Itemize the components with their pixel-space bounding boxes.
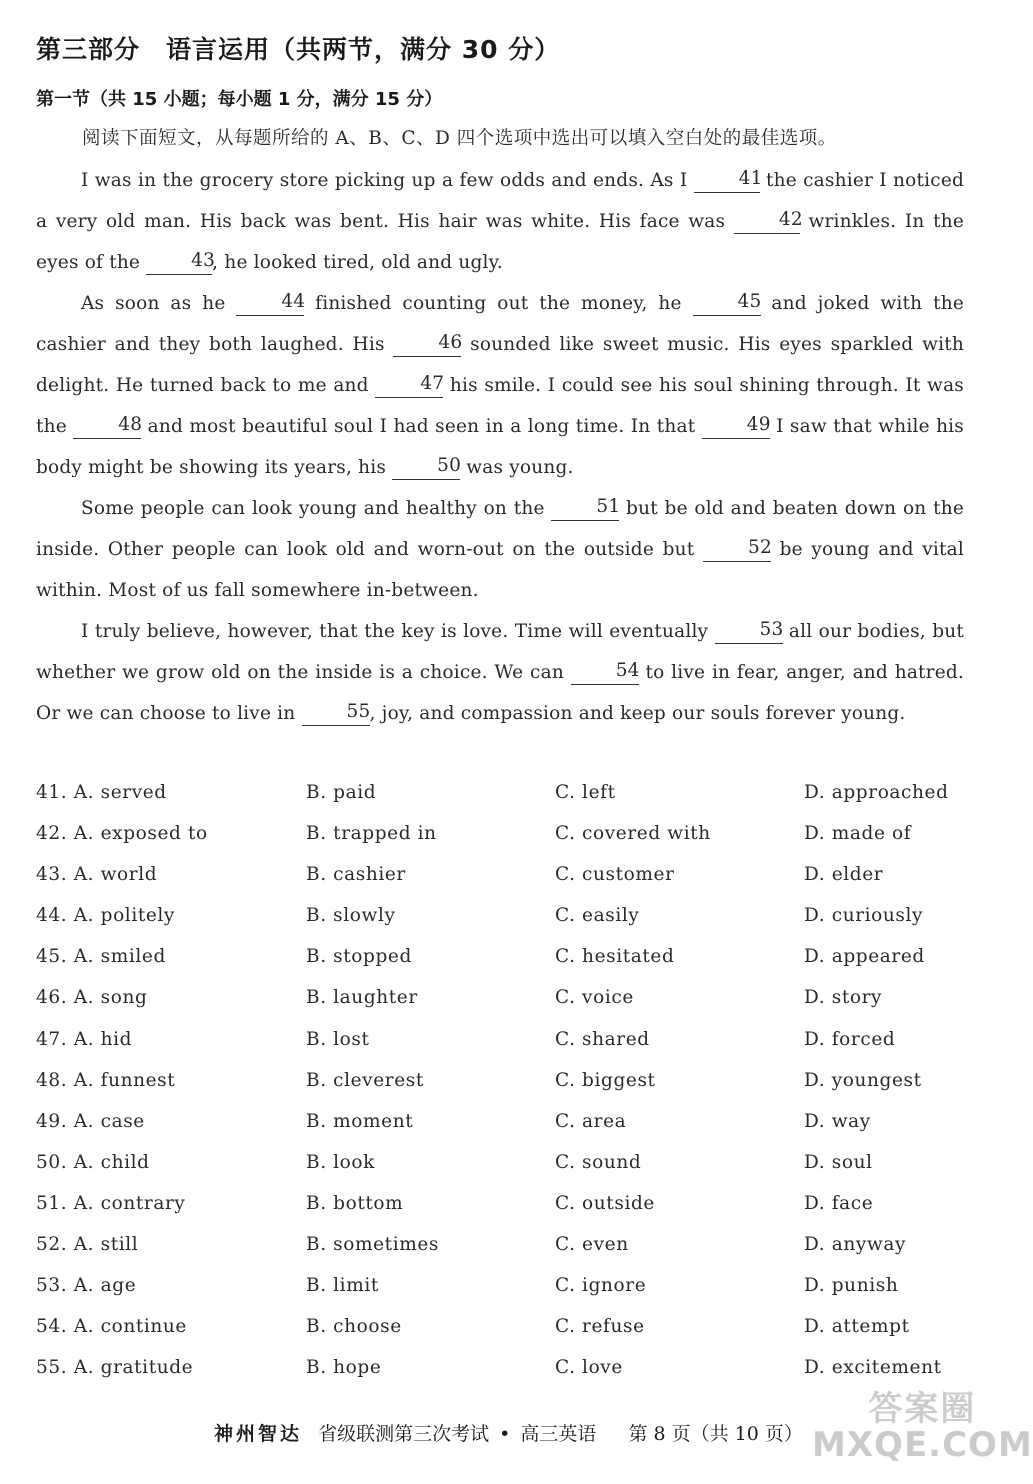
option-a: 49. A. case [36,1110,145,1132]
question-row [36,1308,964,1349]
blank-46: 46 [393,334,461,357]
option-a: 41. A. served [36,782,167,803]
option-d: D. appeared [804,946,925,968]
option-c: C. hesitated [555,946,675,968]
passage-text: to live in fear, anger, and hatred. Or we can choose to live in [36,662,964,724]
question-row [36,938,964,979]
question-row [36,815,964,856]
passage-text: was young. [460,457,574,478]
option-b: B. hope [306,1357,382,1379]
option-d: D. punish [804,1275,899,1297]
option-b: B. sometimes [306,1234,440,1256]
option-a: 46. A. song [36,987,148,1009]
option-d: D. youngest [804,1069,922,1091]
answer-options [36,774,964,1390]
blank-44: 44 [236,293,304,316]
question-row [36,774,964,815]
option-b: B. laughter [306,987,418,1009]
passage-text: but be old and beaten down on the inside. Other people can look old and worn-out on the outside but [36,498,964,560]
blank-41: 41 [694,170,760,193]
blank-53: 53 [715,621,783,644]
option-d: D. forced [804,1028,896,1050]
option-c: C. refuse [555,1316,645,1338]
option-b: B. trapped in [306,823,437,845]
blank-43: 43 [146,252,212,275]
footer-subject: 高三英语 [520,1423,597,1445]
option-d: D. face [804,1192,874,1214]
question-row [36,1062,964,1103]
section-subtitle: 第一节（共 15 小题；每小题 1 分，满分 15 分） [36,89,443,110]
option-a: 55. A. gratitude [36,1357,194,1379]
option-d: D. approached [804,782,949,803]
passage-text: and most beautiful soul I had seen in a long time. In that [141,416,702,437]
question-row [36,856,964,897]
passage-text: sounded like sweet music. His eyes sparkled with delight. He turned back to me and [36,334,964,396]
option-c: C. covered with [555,823,711,845]
option-b: B. cashier [306,864,406,886]
option-c: C. biggest [555,1069,656,1091]
blank-47: 47 [375,375,443,398]
option-d: D. anyway [804,1234,907,1256]
option-a: 43. A. world [36,864,158,886]
instructions: 阅读下面短文，从每题所给的 A、B、C、D 四个选项中选出可以填入空白处的最佳选项。 [82,128,837,149]
passage-text: and joked with the cashier and they both laughed. His [36,293,964,355]
footer-brand: 神州智达 [214,1423,303,1445]
paragraph-1 [36,160,964,283]
passage-text: , he looked tired, old and ugly. [212,252,503,273]
passage-text: all our bodies, but whether we grow old on the inside is a choice. We can [36,621,964,683]
option-c: C. ignore [555,1275,647,1297]
question-row [36,1021,964,1062]
question-row [36,1144,964,1185]
question-row [36,1226,964,1267]
option-a: 45. A. smiled [36,946,166,968]
cloze-passage [36,160,964,734]
option-b: B. stopped [306,946,412,968]
passage-text: I saw that while his body might be showing its years, his [36,416,964,478]
option-c: C. love [555,1357,623,1379]
option-b: B. moment [306,1110,414,1132]
footer-exam: 省级联测第三次考试 [318,1423,490,1445]
option-a: 50. A. child [36,1151,150,1173]
option-b: B. paid [306,782,377,803]
option-d: D. curiously [804,905,924,927]
option-c: C. outside [555,1192,655,1214]
option-c: C. left [555,782,616,803]
option-c: C. area [555,1110,627,1132]
option-b: B. bottom [306,1192,404,1214]
passage-text: Some people can look young and healthy on the [81,498,552,519]
watermark-line-1: 答案圈 [868,1389,977,1429]
passage-text: I was in the grocery store picking up a few odds and ends. As I [81,170,694,191]
passage-text: the cashier I noticed a very old man. His back was bent. His hair was white. His face was [36,170,965,232]
option-a: 54. A. continue [36,1316,187,1338]
option-a: 44. A. politely [36,905,175,927]
option-b: B. choose [306,1316,402,1338]
watermark-line-2: MXQE.COM [812,1424,1033,1465]
question-row [36,897,964,938]
option-a: 52. A. still [36,1234,139,1256]
option-d: D. elder [804,864,884,886]
blank-52: 52 [703,539,771,562]
option-c: C. sound [555,1151,642,1173]
blank-55: 55 [302,703,370,726]
section-title: 第三部分 语言运用（共两节，满分 30 分） [36,35,561,64]
option-d: D. excitement [804,1357,942,1379]
option-d: D. soul [804,1151,873,1173]
option-b: B. lost [306,1028,370,1050]
question-row [36,1349,964,1390]
option-c: C. easily [555,905,640,927]
passage-text: wrinkles. In the eyes of the [36,211,964,273]
question-row [36,1103,964,1144]
blank-42: 42 [734,211,800,234]
option-a: 47. A. hid [36,1028,133,1050]
question-row [36,1267,964,1308]
option-c: C. voice [555,987,634,1009]
option-b: B. limit [306,1275,379,1297]
question-row [36,1185,964,1226]
option-b: B. slowly [306,905,396,927]
option-b: B. cleverest [306,1069,424,1091]
option-d: D. attempt [804,1316,910,1338]
paragraph-3 [36,488,964,611]
page-footer [214,1419,803,1446]
passage-text: As soon as he [81,293,237,314]
passage-text: his smile. I could see his soul shining through. It was the [36,375,964,437]
option-a: 48. A. funnest [36,1069,176,1091]
question-row [36,979,964,1020]
watermark [812,1389,1033,1465]
passage-text: , joy, and compassion and keep our souls forever young. [369,703,906,724]
paragraph-4 [36,611,964,734]
passage-text: be young and vital within. Most of us fall somewhere in-between. [36,539,965,601]
footer-dot: • [499,1423,511,1445]
blank-48: 48 [73,416,141,439]
option-c: C. customer [555,864,675,886]
blank-54: 54 [571,662,639,685]
option-d: D. way [804,1110,871,1132]
option-a: 51. A. contrary [36,1192,186,1214]
passage-text: I truly believe, however, that the key is love. Time will eventually [81,621,715,642]
option-a: 42. A. exposed to [36,823,208,845]
option-c: C. shared [555,1028,650,1050]
option-c: C. even [555,1234,629,1256]
option-d: D. made of [804,823,912,845]
passage-text: finished counting out the money, he [304,293,693,314]
option-b: B. look [306,1151,375,1173]
blank-51: 51 [551,498,619,521]
paragraph-2 [36,283,964,488]
blank-45: 45 [693,293,761,316]
option-a: 53. A. age [36,1275,137,1297]
option-d: D. story [804,987,883,1009]
footer-page-number: 第 8 页（共 10 页） [628,1423,803,1445]
blank-50: 50 [392,457,460,480]
blank-49: 49 [702,416,770,439]
